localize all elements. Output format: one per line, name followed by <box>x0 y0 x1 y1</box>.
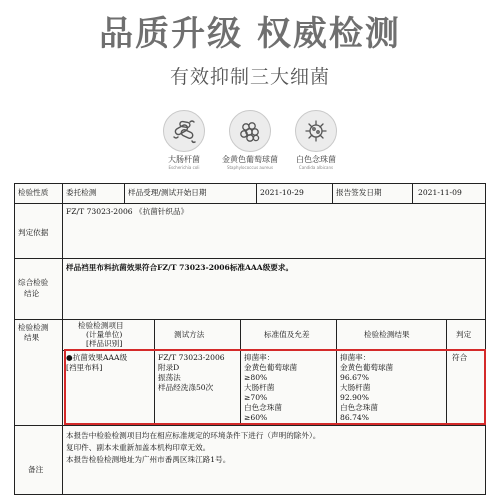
standard-line: 大肠杆菌 <box>244 383 275 392</box>
inspection-type-value: 委托检测 <box>66 188 97 197</box>
result-line: 92.90% <box>340 393 369 402</box>
standard-line: 白色念珠菌 <box>244 403 282 412</box>
bacteria-name: 大肠杆菌 <box>168 155 200 164</box>
note-line: 复印件、副本未重新加盖本机构印章无效。 <box>66 443 211 452</box>
standard-line: 抑菌率： <box>244 353 275 362</box>
bacteria-latin: Candida albicans <box>298 165 334 170</box>
result-line: 96.67% <box>340 373 369 382</box>
basis-value: FZ/T 73023-2006 《抗菌针织品》 <box>66 207 189 216</box>
sample-date-value: 2021-10-29 <box>260 188 304 197</box>
issue-date-label: 报告签发日期 <box>336 188 382 197</box>
header-verdict: 判定 <box>456 330 472 339</box>
header-result: 检验检测结果 <box>364 330 410 339</box>
standard-line: ≥60% <box>244 413 268 422</box>
basis-label: 判定依据 <box>18 228 49 237</box>
bacteria-name: 白色念珠菌 <box>296 155 336 164</box>
sample-date-label: 样品受理/测试开始日期 <box>128 188 207 197</box>
result-line: 抑菌率： <box>340 353 371 362</box>
e-coli-icon <box>163 110 205 152</box>
bacteria-latin: Escherichia coli <box>168 165 200 170</box>
method-line: FZ/T 73023-2006 <box>158 353 225 362</box>
hero-title: 品质升级 权威检测 <box>99 14 401 54</box>
standard-line: ≥70% <box>244 393 268 402</box>
result-line: 金黄色葡萄球菌 <box>340 363 394 372</box>
method-line: 振荡法 <box>158 373 181 382</box>
staphylococcus-icon <box>229 110 271 152</box>
standard-line: 金黄色葡萄球菌 <box>244 363 298 372</box>
results-label-line1: 检验检测 <box>18 323 49 332</box>
conclusion-value: 样品裆里布料抗菌效果符合FZ/T 73023-2006标准AAA级要求。 <box>66 263 294 272</box>
hero-subtitle: 有效抑制三大细菌 <box>169 66 330 88</box>
bacteria-icons-row <box>0 110 500 175</box>
inspection-type-label: 检验性质 <box>18 188 49 197</box>
result-line: 大肠杆菌 <box>340 383 371 392</box>
header-item-line3: [样品识别] <box>86 339 123 348</box>
method-line: 样品经洗涤50次 <box>158 383 214 392</box>
note-line: 本报告检验检测地址为广州市番禺区珠江路1号。 <box>66 455 231 464</box>
highlight-box <box>64 349 486 425</box>
item-sample: [裆里布料] <box>66 363 103 372</box>
conclusion-label-line1: 综合检验 <box>18 278 49 287</box>
method-line: 附录D <box>158 363 180 372</box>
result-line: 86.74% <box>340 413 369 422</box>
test-report-table <box>14 183 486 495</box>
header-method: 测试方法 <box>174 330 205 339</box>
verdict-value: 符合 <box>452 353 468 362</box>
candida-icon <box>295 110 337 152</box>
bacteria-item-candida <box>276 110 356 171</box>
header-item-line2: (计量单位) <box>86 330 123 339</box>
results-label-line2: 结果 <box>24 333 40 342</box>
header-standard: 标准值及允差 <box>264 330 310 339</box>
item-name: ●抗菌效果AAA级 <box>66 353 128 362</box>
note-line: 本报告中检验检测项目均在相应标准规定的环境条件下进行（声明的除外）。 <box>66 431 321 440</box>
notes-label: 备注 <box>28 465 44 474</box>
bacteria-latin: Staphylococcus aureus <box>226 165 274 170</box>
conclusion-label-line2: 结论 <box>24 289 40 298</box>
result-line: 白色念珠菌 <box>340 403 378 412</box>
bacteria-name: 金黄色葡萄球菌 <box>222 155 278 164</box>
standard-line: ≥80% <box>244 373 268 382</box>
header-item-line1: 检验检测项目 <box>78 321 124 330</box>
issue-date-value: 2021-11-09 <box>418 188 462 197</box>
